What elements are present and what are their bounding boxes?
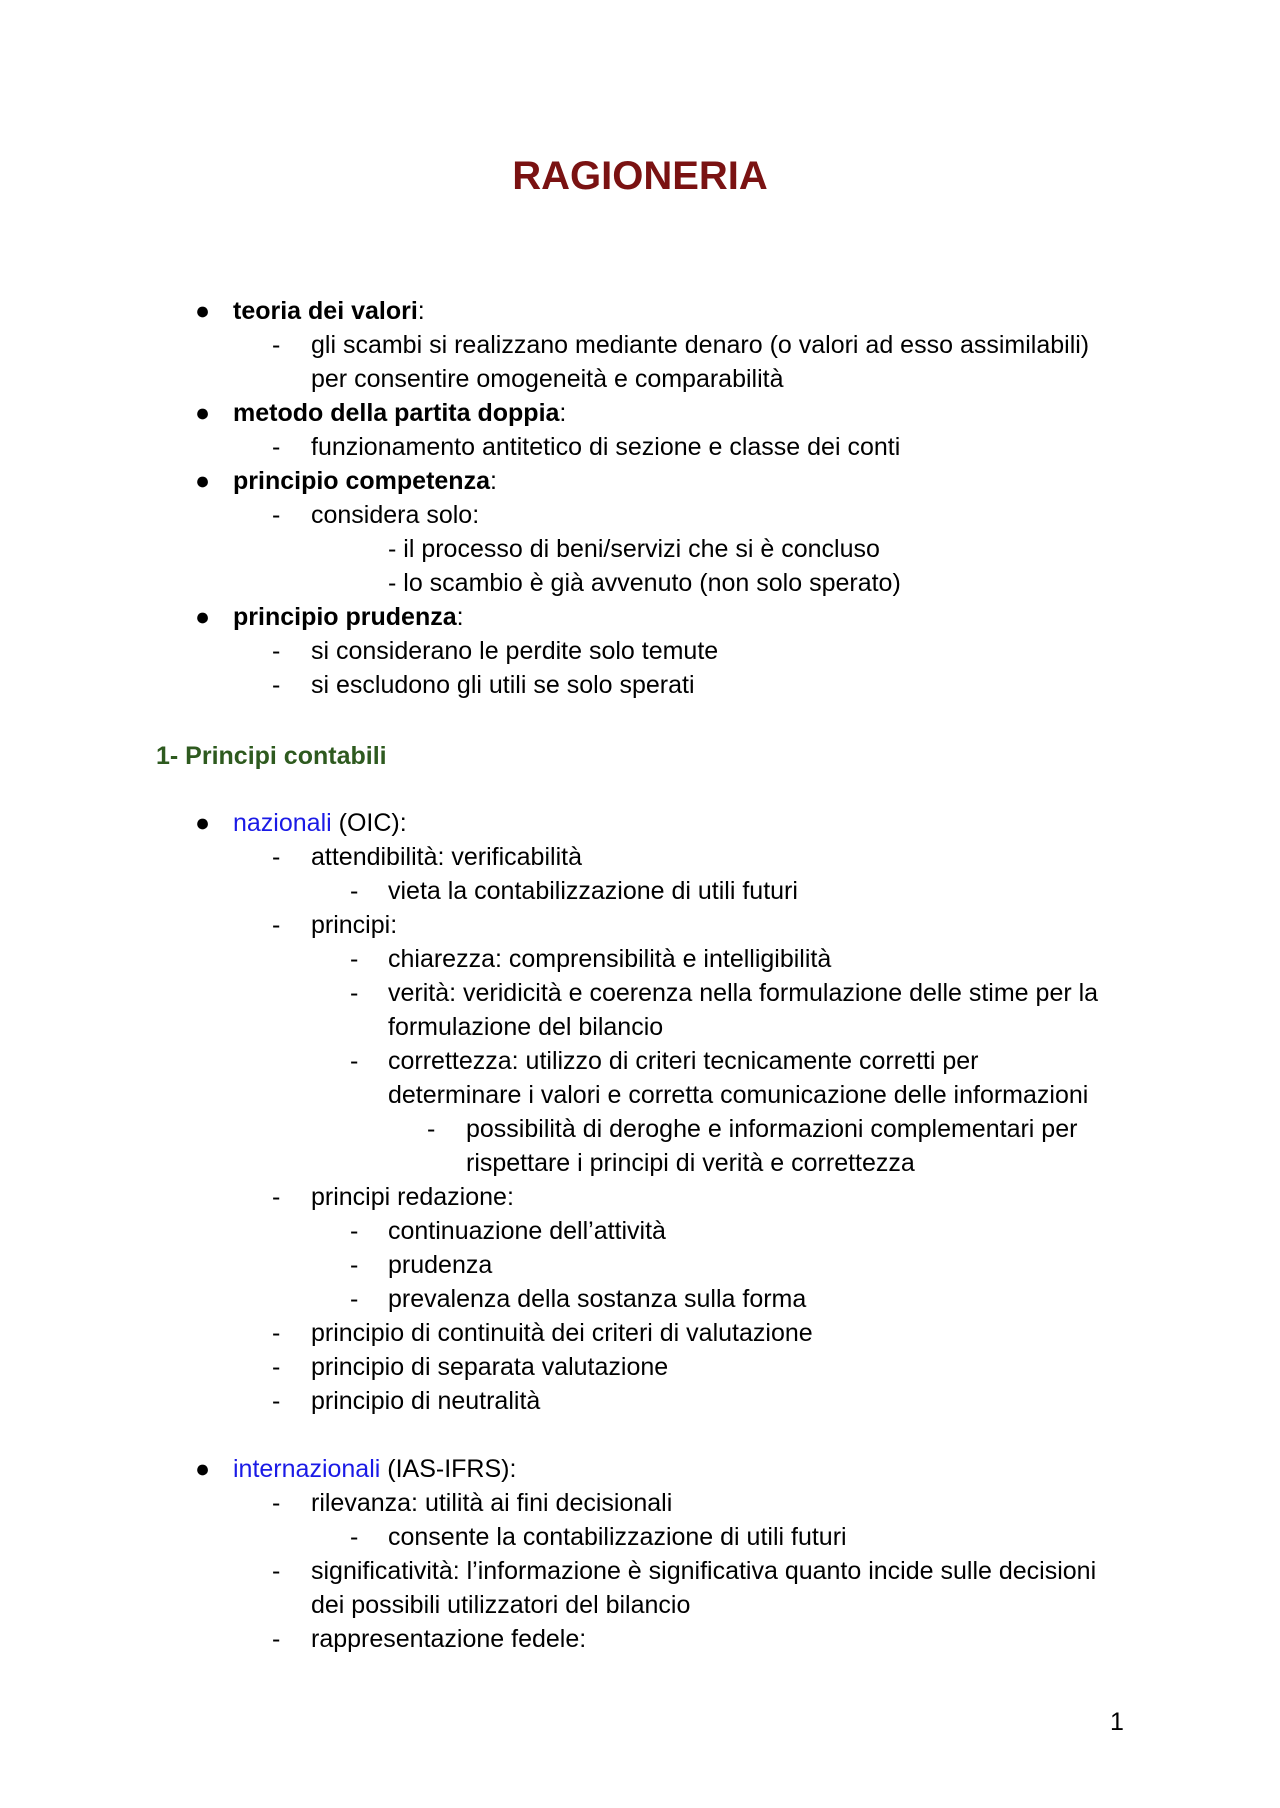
term-label: principio competenza [233,467,490,495]
list-item: principio di continuità dei criteri di valutazione [311,1319,813,1347]
list-item: si escludono gli utili se solo sperati [311,671,695,699]
dash-icon: - [272,671,281,699]
list-item: principi: [311,911,398,939]
bullet-icon: ● [195,603,211,631]
dash-icon: - [272,433,281,461]
list-item-valori: teoria dei valori: [233,297,425,325]
dash-icon: - [272,1625,281,1653]
list-item: possibilità di deroghe e informazioni complementari per [466,1115,1078,1143]
dash-icon: - [350,1217,359,1245]
bullet-icon: ● [195,297,211,325]
list-item: prudenza [388,1251,493,1279]
dash-icon: - [272,501,281,529]
dash-icon: - [272,843,281,871]
list-item-prudenza: principio prudenza: [233,603,464,631]
term-link: internazionali [233,1455,381,1483]
term-link: nazionali [233,809,332,837]
list-item: principio di separata valutazione [311,1353,669,1381]
list-item: funzionamento antitetico di sezione e classe dei conti [311,433,901,461]
bullet-icon: ● [195,399,211,427]
term-label: teoria dei valori [233,297,418,325]
list-item: per consentire omogeneità e comparabilità [311,365,784,393]
dash-icon: - [272,911,281,939]
dash-icon: - [272,1353,281,1381]
list-item: - il processo di beni/servizi che si è concluso [388,535,880,563]
list-item: prevalenza della sostanza sulla forma [388,1285,807,1313]
dash-icon: - [350,979,359,1007]
dash-icon: - [350,1047,359,1075]
dash-icon: - [272,1183,281,1211]
term-suffix: (OIC): [331,809,407,837]
list-item: gli scambi si realizzano mediante denaro (o valori ad esso assimilabili) [311,331,1090,359]
list-item: considera solo: [311,501,480,529]
page-number: 1 [1110,1708,1124,1736]
dash-icon: - [350,877,359,905]
dash-icon: - [272,331,281,359]
dash-icon: - [350,945,359,973]
bullet-icon: ● [195,1455,211,1483]
term-suffix: (IAS-IFRS): [380,1455,517,1483]
list-item: correttezza: utilizzo di criteri tecnicamente corretti per [388,1047,979,1075]
list-item: principio di neutralità [311,1387,541,1415]
list-item-internazionali [233,1453,516,1485]
dash-icon: - [272,1557,281,1585]
list-item: rilevanza: utilità ai fini decisionali [311,1489,673,1517]
bullet-icon: ● [195,467,211,495]
list-item: verità: veridicità e coerenza nella formulazione delle stime per la [388,979,1099,1007]
list-item: formulazione del bilancio [388,1013,664,1041]
list-item: rappresentazione fedele: [311,1625,587,1653]
list-item: significatività: l’informazione è significativa quanto incide sulle decisioni [311,1557,1097,1585]
list-item: consente la contabilizzazione di utili futuri [388,1523,847,1551]
list-item: vieta la contabilizzazione di utili futuri [388,877,798,905]
section-heading: 1- Principi contabili [156,742,387,770]
list-item: attendibilità: verificabilità [311,843,582,871]
dash-icon: - [350,1251,359,1279]
dash-icon: - [350,1523,359,1551]
dash-icon: - [272,1489,281,1517]
list-item: determinare i valori e corretta comunicazione delle informazioni [388,1081,1089,1109]
dash-icon: - [350,1285,359,1313]
list-item: dei possibili utilizzatori del bilancio [311,1591,691,1619]
list-item: chiarezza: comprensibilità e intelligibilità [388,945,832,973]
dash-icon: - [427,1115,436,1143]
list-item-partita: metodo della partita doppia: [233,399,567,427]
list-item-competenza: principio competenza: [233,467,497,495]
term-label: principio prudenza [233,603,457,631]
dash-icon: - [272,637,281,665]
term-label: metodo della partita doppia [233,399,560,427]
page-title: RAGIONERIA [512,154,768,198]
list-item: - lo scambio è già avvenuto (non solo sperato) [388,569,901,597]
list-item: principi redazione: [311,1183,514,1211]
bullet-icon: ● [195,809,211,837]
dash-icon: - [272,1387,281,1415]
list-item-nazionali [233,807,407,839]
list-item: rispettare i principi di verità e correttezza [466,1149,915,1177]
list-item: continuazione dell’attività [388,1217,666,1245]
dash-icon: - [272,1319,281,1347]
list-item: si considerano le perdite solo temute [311,637,719,665]
